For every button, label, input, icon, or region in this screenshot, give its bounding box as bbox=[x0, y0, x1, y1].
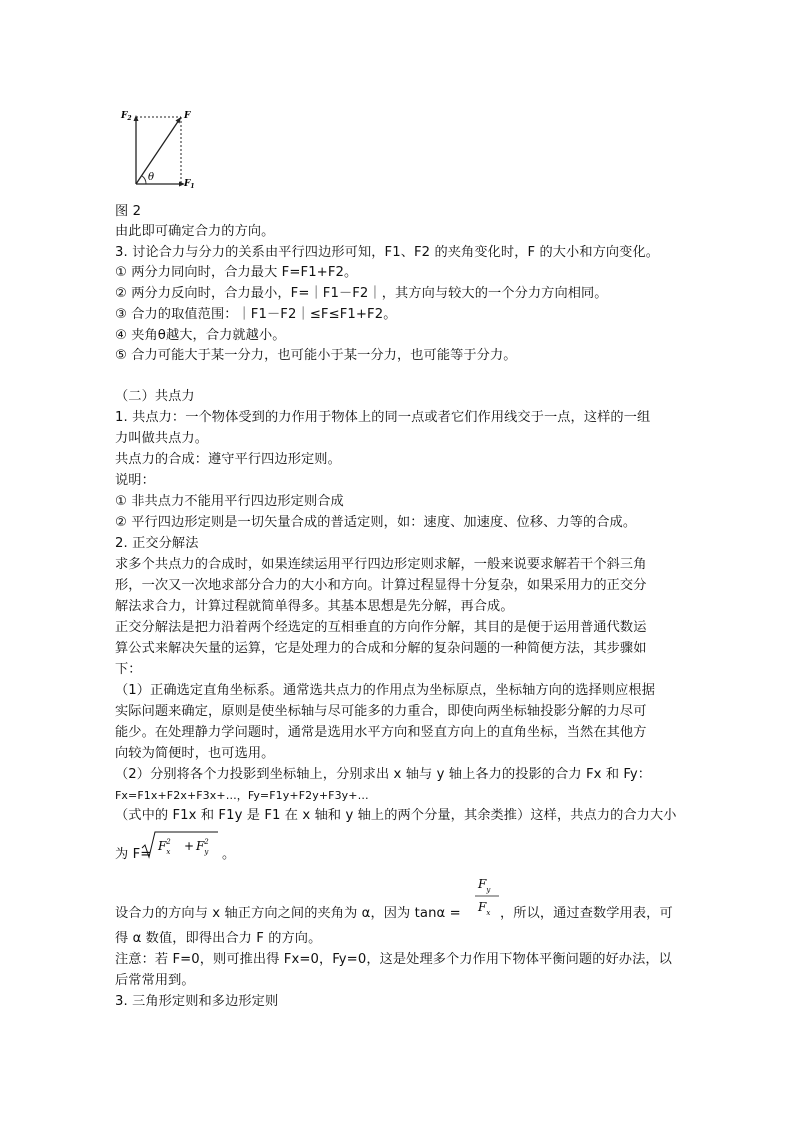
paragraph-line: 算公式来解决矢量的运算，它是处理力的合成和分解的复杂问题的一种简便方法，其步骤如 bbox=[115, 641, 647, 656]
f1-label: $F_1$ bbox=[184, 179, 195, 190]
list-item: ① 两分力同向时，合力最大 F=F1+F2。 bbox=[115, 265, 358, 280]
section-heading-2: 2. 正交分解法 bbox=[115, 536, 199, 551]
section-heading-3: 3. 讨论合力与分力的关系由平行四边形可知，F1、F2 的夹角变化时，F 的大小和方向变化。 bbox=[115, 245, 660, 260]
figure-caption: 图 2 bbox=[115, 204, 142, 219]
paragraph-line: 形，一次又一次地求部分合力的大小和方向。计算过程显得十分复杂，如果采用力的正交分 bbox=[115, 578, 647, 593]
list-item: ① 非共点力不能用平行四边形定则合成 bbox=[115, 494, 344, 509]
paragraph-line: （1）正确选定直角坐标系。通常选共点力的作用点为坐标原点，坐标轴方向的选择则应根据 bbox=[115, 683, 655, 698]
sqrt-formula bbox=[140, 830, 220, 860]
list-item: ⑤ 合力可能大于某一分力，也可能小于某一分力，也可能等于分力。 bbox=[115, 348, 517, 363]
period: 。 bbox=[222, 847, 236, 862]
paragraph-line: 说明： bbox=[115, 473, 155, 488]
paragraph-line: （式中的 F1x 和 F1y 是 F1 在 x 轴和 y 轴上的两个分量，其余类推）这样，共点力的合力大小 bbox=[115, 808, 677, 823]
angle-arc bbox=[142, 176, 146, 184]
list-item: ③ 合力的取值范围：｜F1－F2｜≤F≤F1+F2。 bbox=[115, 307, 397, 322]
paragraph-line: （2）分别将各个力投影到坐标轴上，分别求出 x 轴与 y 轴上各力的投影的合力 Fx 和 Fy： bbox=[115, 767, 652, 782]
list-item: ② 平行四边形定则是一切矢量合成的普适定则，如：速度、加速度、位移、力等的合成。 bbox=[115, 515, 637, 530]
note-line: 注意：若 F=0，则可推出得 Fx=0，Fy=0，这是处理多个力作用下物体平衡问题的好办法，以 bbox=[115, 952, 672, 967]
paragraph-line: 得 α 数值，即得出合力 F 的方向。 bbox=[115, 931, 322, 946]
list-item: ④ 夹角θ越大，合力就越小。 bbox=[115, 328, 286, 343]
paragraph-line: 下： bbox=[115, 662, 142, 677]
paragraph-line: 求多个共点力的合成时，如果连续运用平行四边形定则求解，一般来说要求解若干个斜三角 bbox=[115, 557, 647, 572]
section-heading-3: 3. 三角形定则和多边形定则 bbox=[115, 994, 279, 1009]
f2-arrowhead bbox=[134, 115, 139, 121]
formula-line: Fx=F1x+F2x+F3x+…，Fy=F1y+F2y+F3y+… bbox=[115, 789, 369, 802]
paragraph-line: 正交分解法是把力沿着两个经选定的互相垂直的方向作分解，其目的是便于运用普通代数运 bbox=[115, 620, 647, 635]
resultant-vector bbox=[136, 120, 179, 184]
paragraph-line: 力叫做共点力。 bbox=[115, 431, 209, 446]
note-line: 后常常用到。 bbox=[115, 973, 195, 988]
plus-sign: + bbox=[184, 839, 195, 853]
theta-label: θ bbox=[148, 172, 155, 183]
paragraph-line: 共点力的合成：遵守平行四边形定则。 bbox=[115, 452, 341, 467]
fraction-formula bbox=[474, 874, 500, 920]
list-item: ② 两分力反向时，合力最小，F=｜F1－F2｜，其方向与较大的一个分力方向相同。 bbox=[115, 286, 608, 301]
force-diagram bbox=[118, 106, 202, 192]
paragraph-line: 由此即可确定合力的方向。 bbox=[115, 224, 275, 239]
paragraph-line: 实际问题来确定，原则是使坐标轴与尽可能多的力重合，即使向两坐标轴投影分解的力尽可 bbox=[115, 704, 647, 719]
paragraph-line: 向较为简便时，也可选用。 bbox=[115, 746, 275, 761]
resultant-label: F bbox=[184, 111, 191, 121]
fraction-denominator: $F_x$ bbox=[478, 900, 491, 917]
paragraph-line: 能少。在处理静力学问题时，通常是选用水平方向和竖直方向上的直角坐标，当然在其他方 bbox=[115, 725, 647, 740]
section-title: （二）共点力 bbox=[115, 389, 195, 404]
f2-label: $F_2$ bbox=[121, 111, 132, 122]
paragraph-line: 解法求合力，计算过程就简单得多。其基本思想是先分解，再合成。 bbox=[115, 599, 514, 614]
sqrt-term-1: $F_x2$ bbox=[158, 838, 171, 856]
resultant-arrowhead bbox=[176, 117, 182, 124]
sqrt-term-2: $F_y2$ bbox=[196, 838, 209, 856]
paragraph-line: 1. 共点力：一个物体受到的力作用于物体上的同一点或者它们作用线交于一点，这样的一组 bbox=[115, 410, 651, 425]
angle-sentence-start: 设合力的方向与 x 轴正方向之间的夹角为 α，因为 tanα = bbox=[115, 906, 461, 921]
angle-sentence-end: ，所以，通过查数学用表，可 bbox=[500, 906, 673, 921]
resultant-prefix: 为 F= bbox=[115, 847, 152, 862]
fraction-numerator: $F_y$ bbox=[478, 877, 491, 894]
